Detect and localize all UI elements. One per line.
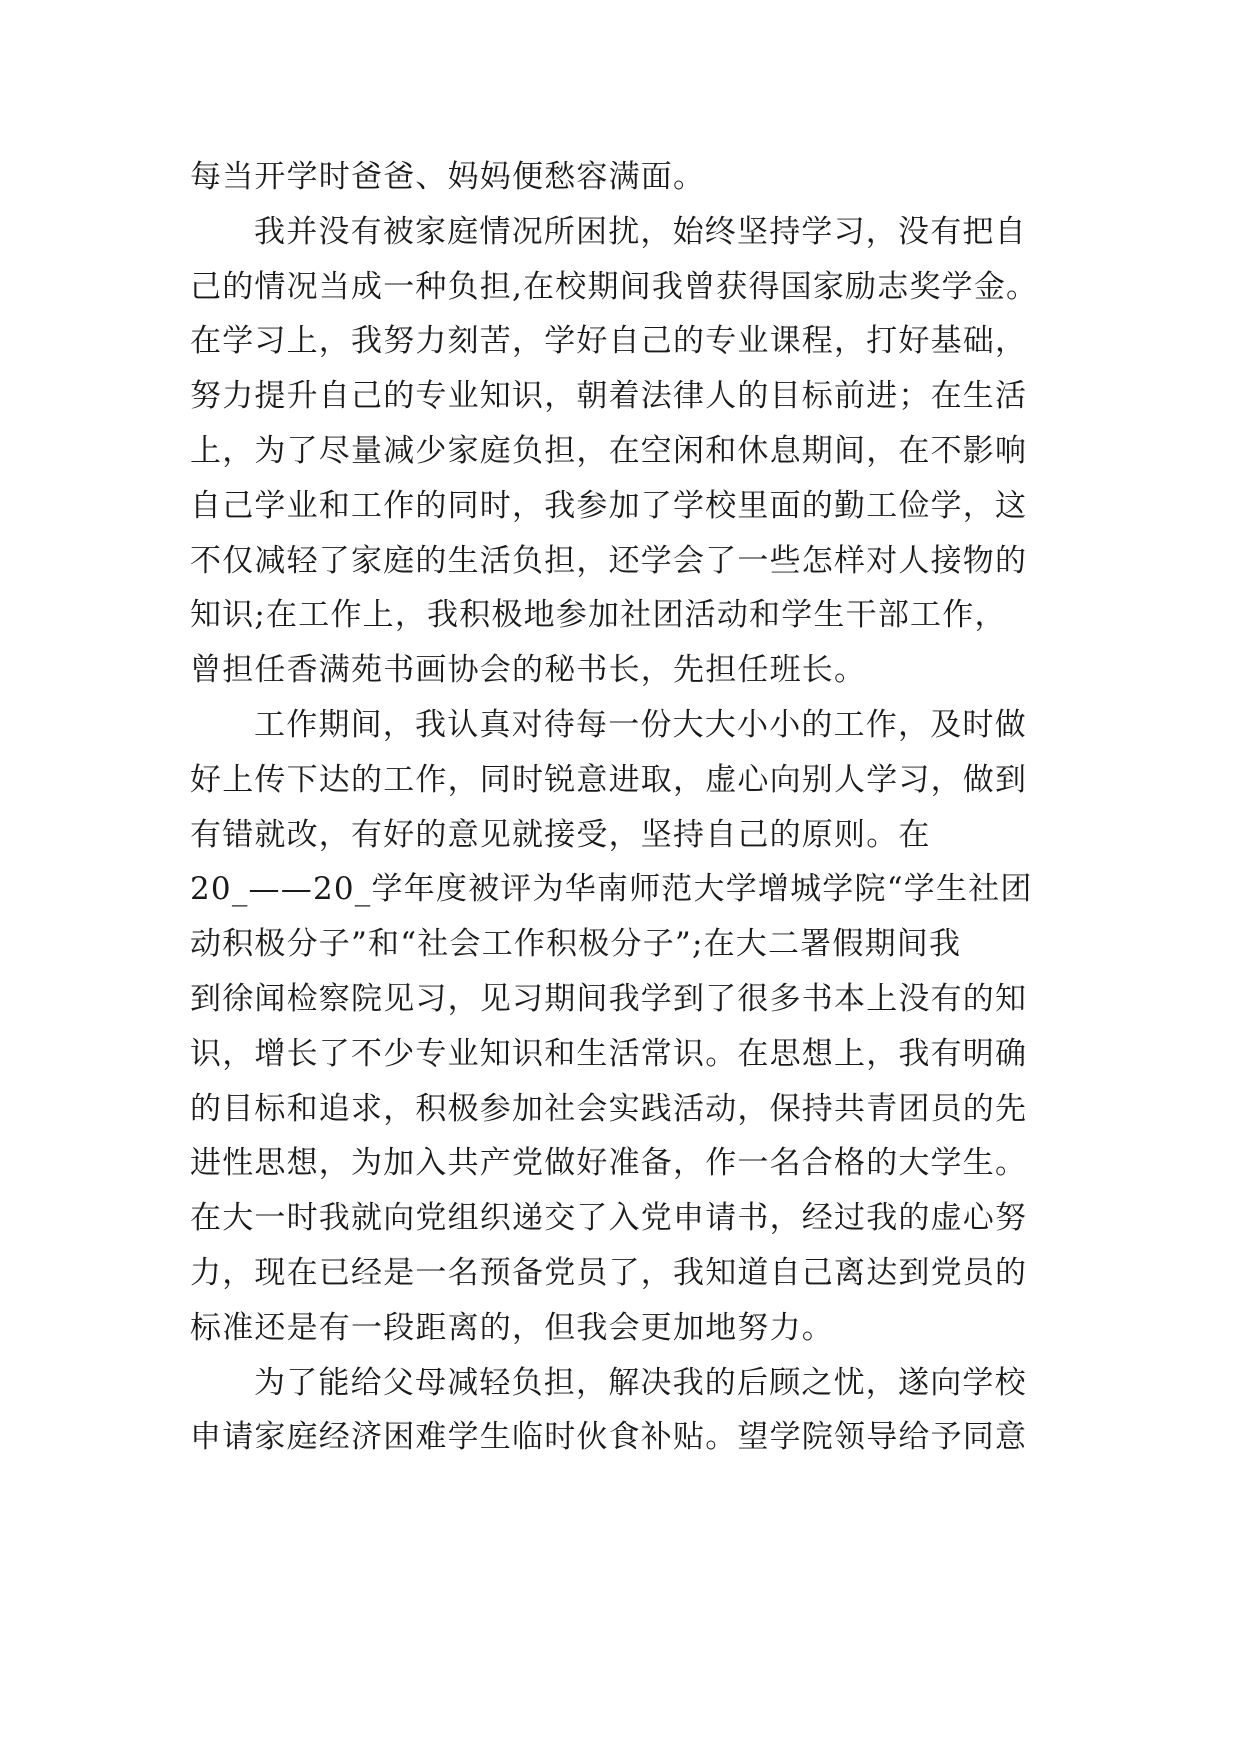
text-line: 20_——20_学年度被评为华南师范大学增城学院“学生社团 — [190, 871, 1033, 908]
text-line: 到徐闻检察院见习，见习期间我学到了很多书本上没有的知 — [190, 980, 1028, 1017]
paragraph-first-line: 我并没有被家庭情况所困扰，始终坚持学习，没有把自 — [254, 213, 1027, 250]
text-line: 识，增长了不少专业知识和生活常识。在思想上，我有明确 — [190, 1035, 1028, 1072]
text-line: 的目标和追求，积极参加社会实践活动，保持共青团员的先 — [190, 1090, 1028, 1127]
text-line: 上，为了尽量减少家庭负担，在空闲和休息期间，在不影响 — [190, 432, 1028, 469]
text-line: 有错就改，有好的意见就接受，坚持自己的原则。在 — [190, 816, 931, 853]
document-body — [190, 150, 1050, 1465]
text-line: 不仅减轻了家庭的生活负担，还学会了一些怎样对人接物的 — [190, 542, 1028, 579]
text-line: 知识;在工作上，我积极地参加社团活动和学生干部工作， — [190, 597, 1007, 634]
text-line: 进性思想，为加入共产党做好准备，作一名合格的大学生。 — [190, 1145, 1028, 1182]
text-line: 努力提升自己的专业知识，朝着法律人的目标前进；在生活 — [190, 378, 1028, 415]
text-line: 标准还是有一段距离的，但我会更加地努力。 — [190, 1309, 834, 1346]
text-line: 自己学业和工作的同时，我参加了学校里面的勤工俭学，这 — [190, 487, 1028, 524]
text-line: 每当开学时爸爸、妈妈便愁容满面。 — [190, 159, 706, 195]
text-line: 曾担任香满苑书画协会的秘书长，先担任班长。 — [190, 652, 867, 689]
text-line: 在学习上，我努力刻苦，学好自己的专业课程，打好基础， — [190, 323, 1028, 360]
paragraph-first-line: 为了能给父母减轻负担，解决我的后顾之忧，遂向学校 — [254, 1364, 1027, 1401]
text-line: 动积极分子”和“社会工作积极分子”;在大二署假期间我 — [190, 926, 962, 963]
paragraph-first-line: 工作期间，我认真对待每一份大大小小的工作，及时做 — [254, 706, 1027, 743]
text-line: 己的情况当成一种负担,在校期间我曾获得国家励志奖学金。 — [190, 268, 1039, 305]
text-line: 力，现在已经是一名预备党员了，我知道自己离达到党员的 — [190, 1254, 1028, 1291]
text-line: 在大一时我就向党组织递交了入党申请书，经过我的虚心努 — [190, 1200, 1028, 1237]
text-line: 好上传下达的工作，同时锐意进取，虚心向别人学习，做到 — [190, 761, 1028, 798]
text-line: 申请家庭经济困难学生临时伙食补贴。望学院领导给予同意 — [190, 1419, 1028, 1456]
